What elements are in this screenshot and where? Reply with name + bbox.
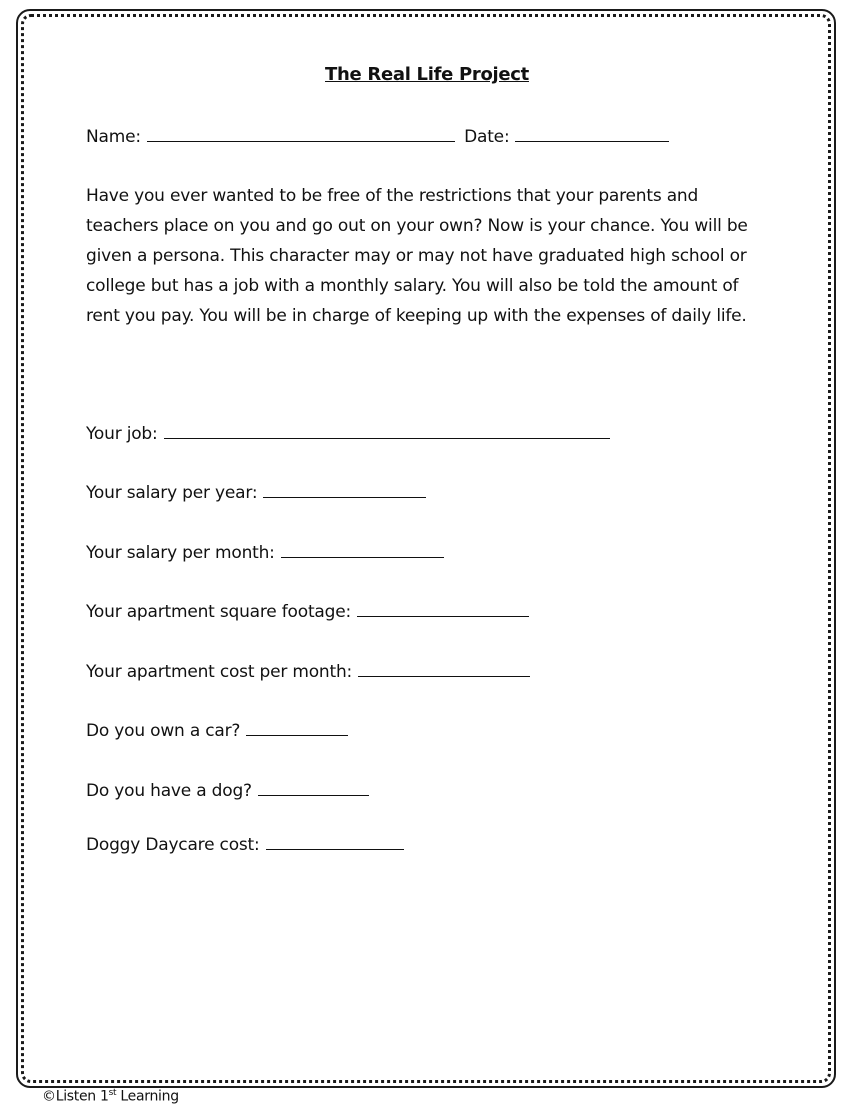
apt-cost-row bbox=[86, 660, 530, 682]
salary-month-label: Your salary per month: bbox=[86, 543, 275, 563]
name-date-row bbox=[86, 125, 669, 147]
car-row bbox=[86, 719, 348, 741]
job-blank[interactable] bbox=[164, 422, 610, 439]
name-label: Name: bbox=[86, 127, 141, 147]
salary-month-blank[interactable] bbox=[281, 541, 444, 558]
daycare-blank[interactable] bbox=[266, 833, 404, 850]
daycare-label: Doggy Daycare cost: bbox=[86, 835, 260, 855]
car-label: Do you own a car? bbox=[86, 721, 241, 741]
sqft-blank[interactable] bbox=[357, 600, 529, 617]
page-title: The Real Life Project bbox=[325, 64, 529, 85]
dog-label: Do you have a dog? bbox=[86, 781, 252, 801]
copyright-footer bbox=[42, 1088, 179, 1105]
salary-year-row bbox=[86, 481, 426, 503]
car-blank[interactable] bbox=[246, 719, 348, 736]
intro-paragraph: Have you ever wanted to be free of the restrictions that your parents and teachers place on you and go out on your own? Now is your chance. You will be given a persona. This character may or may not have graduated high school or college but has a job with a monthly salary. You will also be told the amount of rent you pay. You will be in charge of keeping up with the expenses of daily life. bbox=[86, 186, 748, 326]
dog-row bbox=[86, 779, 369, 801]
daycare-row bbox=[86, 833, 404, 855]
date-label: Date: bbox=[464, 127, 510, 147]
footer-suffix: Learning bbox=[116, 1088, 179, 1105]
date-blank[interactable] bbox=[515, 125, 669, 142]
name-blank[interactable] bbox=[147, 125, 455, 142]
salary-month-row bbox=[86, 541, 444, 563]
job-row bbox=[86, 422, 610, 444]
sqft-label: Your apartment square footage: bbox=[86, 602, 352, 622]
salary-year-label: Your salary per year: bbox=[86, 483, 258, 503]
sqft-row bbox=[86, 600, 529, 622]
job-label: Your job: bbox=[86, 424, 158, 444]
footer-superscript: st bbox=[108, 1088, 117, 1098]
apt-cost-blank[interactable] bbox=[358, 660, 530, 677]
apt-cost-label: Your apartment cost per month: bbox=[86, 662, 353, 682]
footer-prefix: ©Listen 1 bbox=[42, 1088, 109, 1105]
dog-blank[interactable] bbox=[258, 779, 369, 796]
salary-year-blank[interactable] bbox=[263, 481, 426, 498]
